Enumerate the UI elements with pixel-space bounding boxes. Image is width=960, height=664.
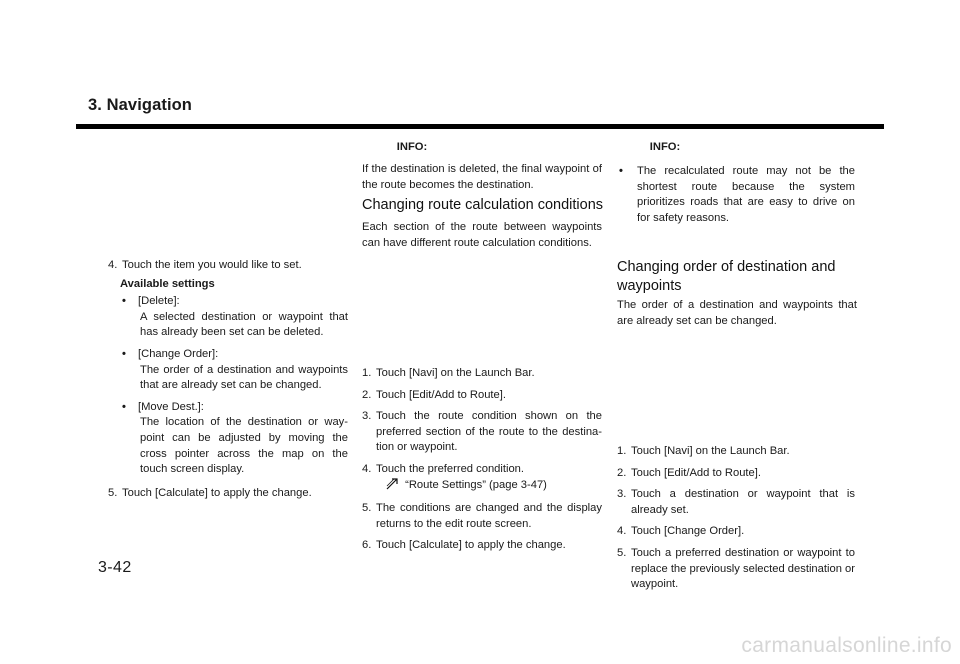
info-bullet-text: The recalculated route may not be the shortest route because the system prioritizes roads that are easy to drive on for safety reasons. [637, 165, 855, 224]
step-5 [362, 501, 602, 532]
step-text: Touch [Edit/Add to Route]. [631, 466, 761, 479]
step-number: 3. [617, 488, 627, 501]
step-3 [362, 409, 602, 456]
step-text: Touch the item you would like to set. [122, 259, 302, 271]
setting-item-change-order [120, 347, 348, 363]
section-text: The order of a destination and waypoints that are already set can be changed. [617, 299, 857, 327]
reference-text: “Route Settings” (page 3-47) [405, 478, 547, 491]
setting-label: [Delete]: [138, 295, 180, 308]
page-number: 3-42 [98, 559, 132, 576]
step-5 [617, 546, 855, 593]
settings-heading: Available settings [120, 277, 215, 290]
step-1 [617, 444, 855, 460]
step-text: Touch [Change Order]. [631, 525, 745, 538]
step-text: Touch the preferred condition. [376, 462, 525, 475]
step-text: The conditions are changed and the display returns to the edit route screen. [376, 502, 602, 530]
bullet-icon: • [122, 295, 126, 308]
step-text: Touch [Calculate] to apply the change. [376, 539, 566, 552]
setting-description: A selected destination or waypoint that has already been set can be deleted. [140, 310, 348, 339]
section-text: Each section of the route between waypoints can have different route calculation conditions. [362, 221, 602, 249]
info-bullet [617, 164, 855, 226]
step-text: Touch [Calculate] to apply the change. [122, 486, 312, 499]
step-number: 5. [108, 486, 118, 499]
section-title: Changing order of destination and waypoints [617, 259, 836, 294]
step-text: Touch a destination or waypoint that is already set. [631, 488, 855, 516]
step-5 [108, 486, 348, 502]
bullet-icon: • [122, 347, 126, 360]
watermark: carmanualsonline.info [741, 634, 952, 657]
step-2 [617, 466, 855, 482]
step-number: 2. [617, 466, 627, 479]
step-4 [108, 258, 348, 274]
step-number: 4. [108, 259, 118, 271]
step-number: 2. [362, 388, 372, 401]
setting-description: The location of the destination or way-point can be adjusted by moving the cross pointer across the map on the touch screen display. [140, 416, 348, 476]
column-2 [362, 0, 602, 664]
step-number: 5. [362, 502, 372, 515]
info-heading: INFO: [649, 141, 681, 153]
step-text: Touch [Navi] on the Launch Bar. [376, 367, 535, 379]
setting-item-delete [120, 294, 348, 310]
bullet-icon: • [619, 165, 623, 177]
step-number: 3. [362, 410, 372, 423]
section-title: Changing route calculation conditions [362, 197, 604, 213]
step-1 [362, 366, 602, 382]
step-text: Touch the route condition shown on the preferred section of the route to the destina-tion or waypoint. [376, 410, 602, 454]
setting-label: [Change Order]: [138, 347, 219, 360]
step-text: Touch [Edit/Add to Route]. [376, 388, 506, 401]
step-number: 4. [362, 462, 372, 475]
step-4 [617, 524, 855, 540]
step-number: 1. [362, 367, 372, 379]
page-title: 3. Navigation [88, 96, 192, 114]
step-number: 5. [617, 546, 627, 559]
column-1 [108, 258, 348, 507]
step-number: 6. [362, 539, 372, 552]
step-number: 4. [617, 525, 627, 538]
step-3 [617, 487, 855, 518]
setting-item-move-dest [120, 400, 348, 416]
info-heading: INFO: [396, 141, 428, 153]
step-2 [362, 388, 602, 404]
setting-description: The order of a destination and waypoints that are already set can be changed. [140, 363, 348, 392]
step-text: Touch [Navi] on the Launch Bar. [631, 445, 790, 457]
page-reference [386, 478, 602, 496]
step-6 [362, 538, 602, 554]
reference-arrow-icon [386, 478, 400, 496]
step-4 [362, 462, 602, 478]
info-text: If the destination is deleted, the final waypoint of the route becomes the destination. [362, 163, 602, 191]
setting-label: [Move Dest.]: [138, 400, 204, 413]
step-number: 1. [617, 445, 627, 457]
steps-list [617, 444, 855, 599]
bullet-icon: • [122, 400, 126, 413]
column-3 [617, 0, 857, 664]
steps-list [362, 366, 602, 560]
step-text: Touch a preferred destination or waypoint to replace the previously selected destination or waypoint. [631, 546, 855, 591]
